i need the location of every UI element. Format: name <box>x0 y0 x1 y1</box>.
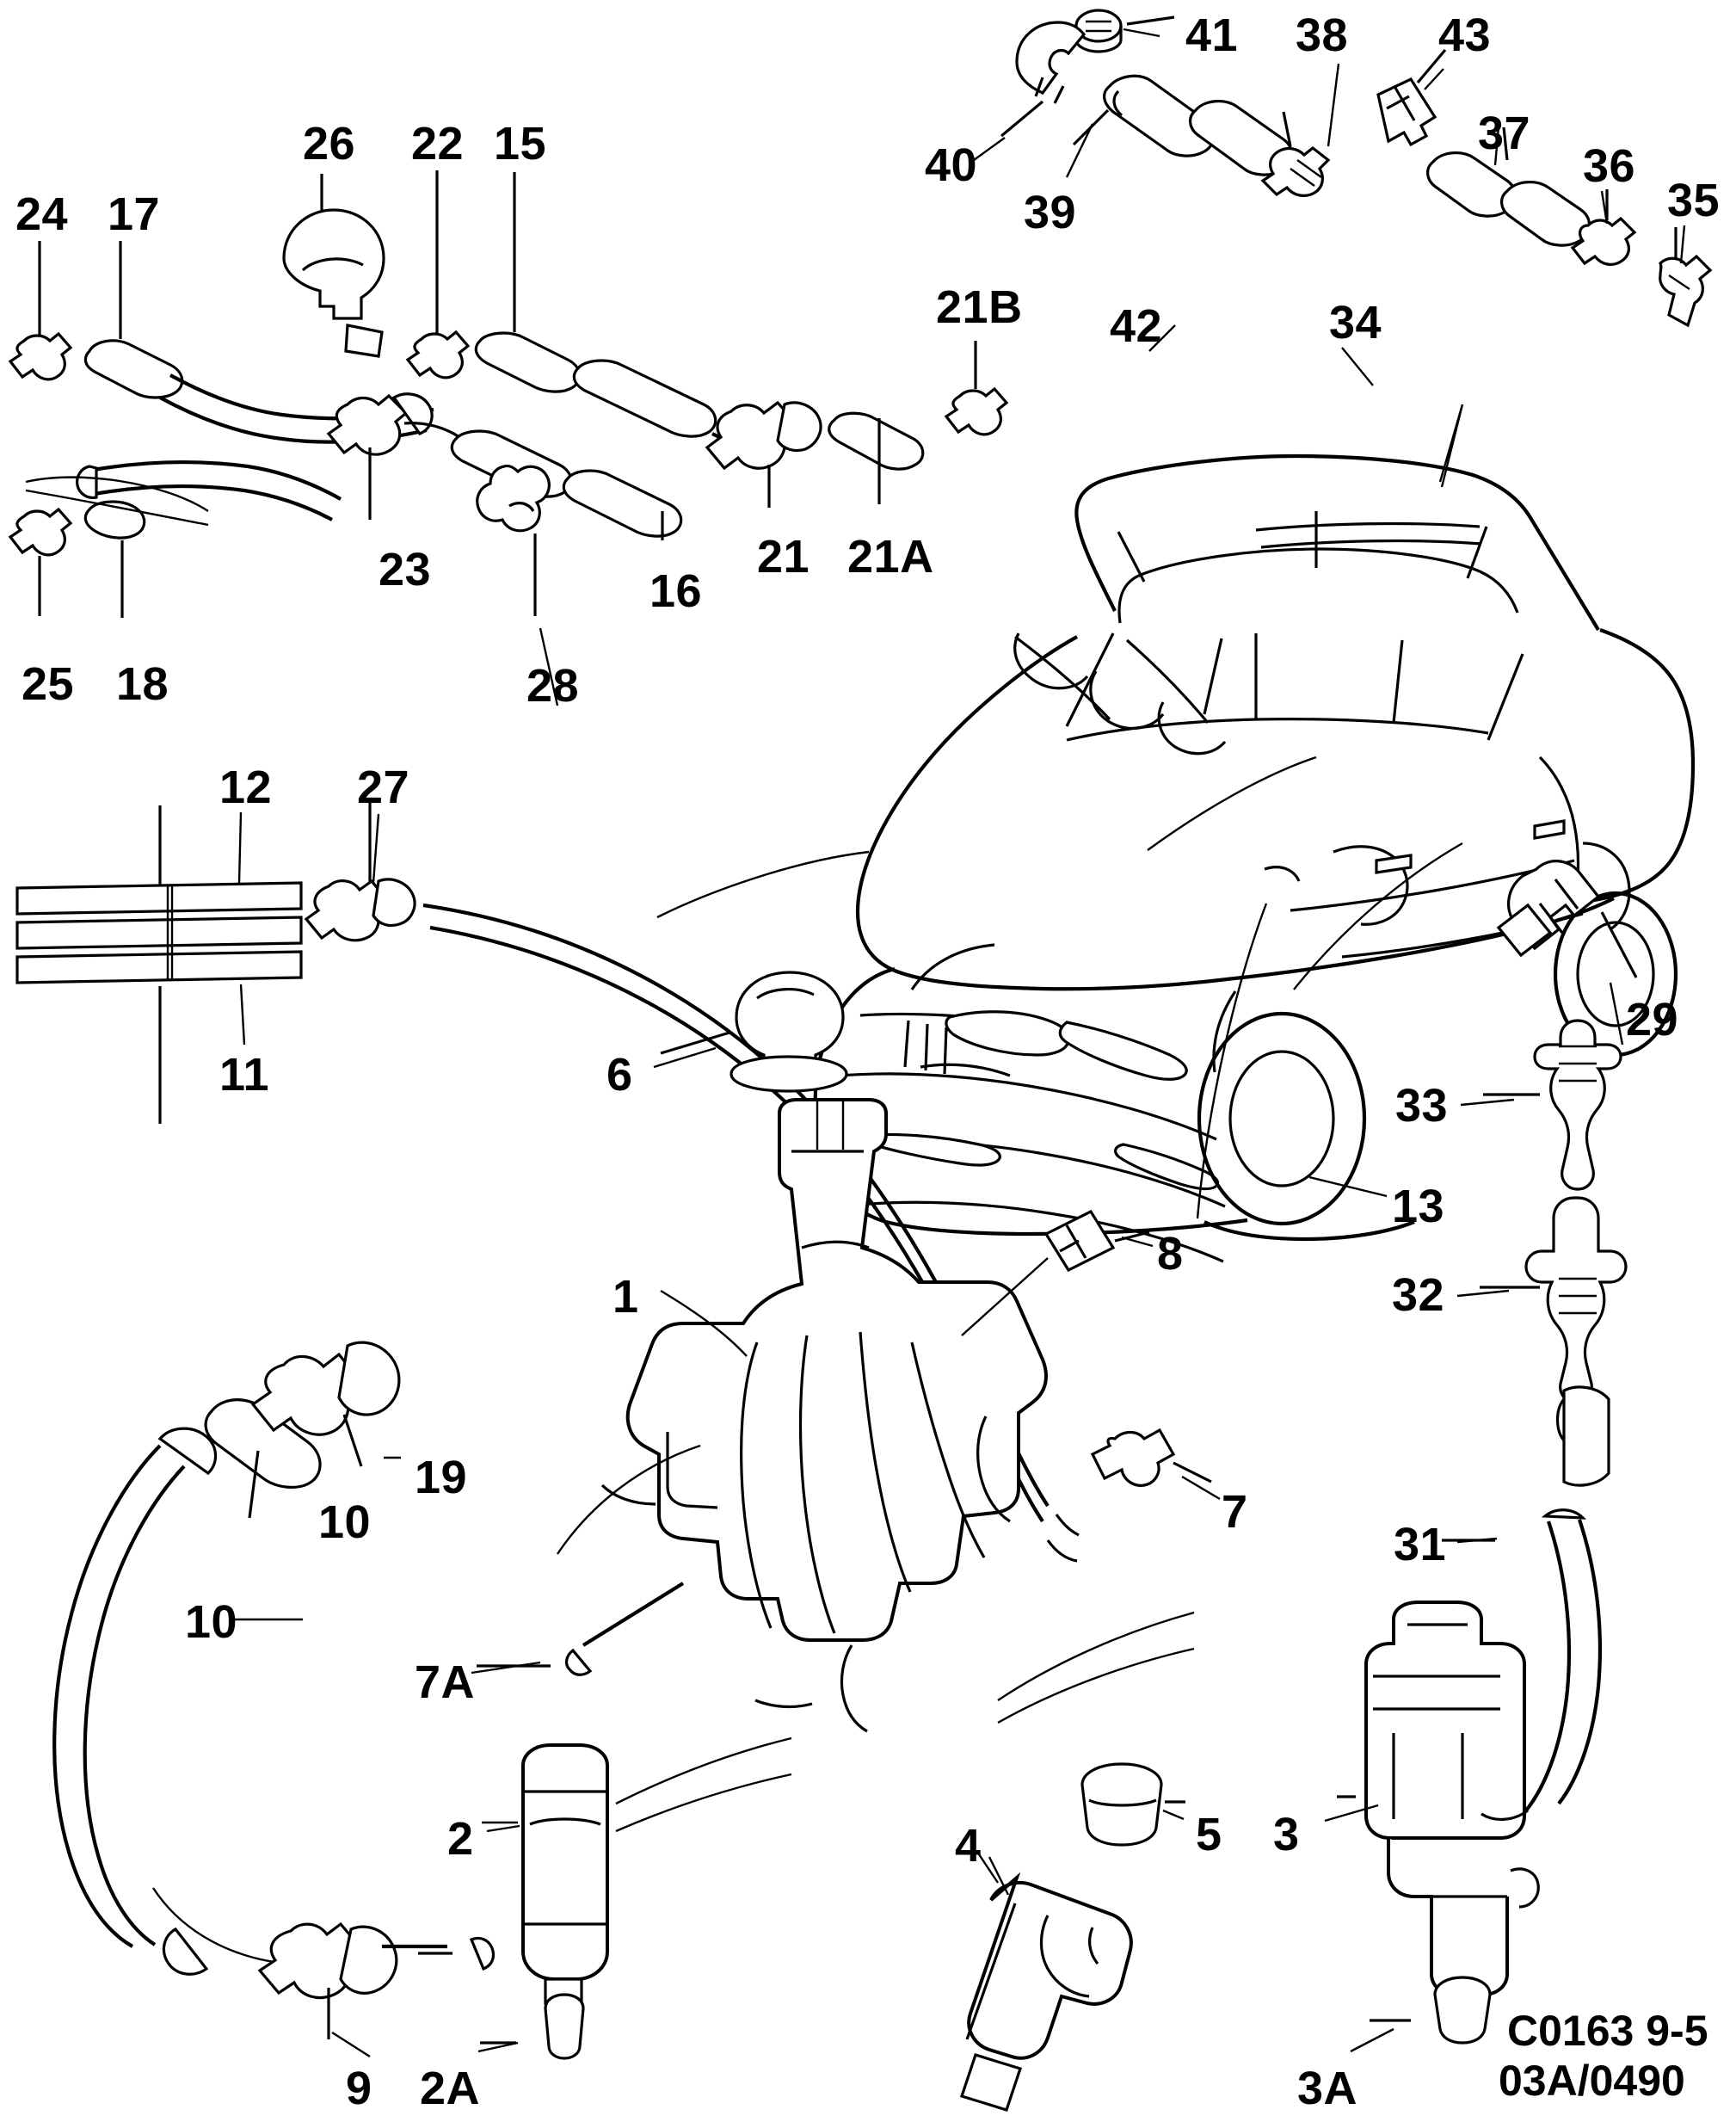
callout-8: 8 <box>1157 1228 1184 1280</box>
grommet-5 <box>1082 1764 1185 1845</box>
callout-12: 12 <box>219 762 273 813</box>
callout-2A: 2A <box>420 2063 481 2114</box>
callout-13: 13 <box>1392 1181 1445 1232</box>
callout-39: 39 <box>1024 187 1077 238</box>
callout-21A: 21A <box>847 531 934 583</box>
callout-19: 19 <box>415 1452 468 1503</box>
callout-9: 9 <box>346 2063 372 2114</box>
callout-5: 5 <box>1196 1809 1222 1860</box>
callout-35: 35 <box>1667 175 1721 226</box>
callout-33: 33 <box>1395 1080 1449 1132</box>
callout-17: 17 <box>108 188 161 240</box>
washer-fluid-reservoir <box>477 972 1211 1731</box>
callout-7: 7 <box>1222 1486 1248 1538</box>
hose-assembly-10 <box>54 1342 401 1974</box>
figure-code-line-1: C0163 9-5 <box>1507 2007 1708 2055</box>
callout-34: 34 <box>1329 297 1382 348</box>
callout-31: 31 <box>1394 1519 1447 1570</box>
callout-10-lower: 10 <box>185 1596 238 1648</box>
callout-40: 40 <box>925 139 978 191</box>
washer-pump-front <box>418 1745 607 2058</box>
callout-16: 16 <box>649 565 703 617</box>
callout-2: 2 <box>447 1813 474 1865</box>
headlamp-washer-nozzle-4 <box>962 1852 1131 2110</box>
callout-10-upper: 10 <box>318 1496 372 1548</box>
callout-42: 42 <box>1110 300 1163 352</box>
callout-27: 27 <box>357 762 410 813</box>
callout-37: 37 <box>1478 108 1531 159</box>
callout-3A: 3A <box>1297 2063 1358 2114</box>
callout-22: 22 <box>411 118 465 170</box>
callout-11: 11 <box>219 1049 270 1101</box>
callout-28: 28 <box>526 660 580 712</box>
callout-1: 1 <box>613 1271 639 1323</box>
callout-4: 4 <box>955 1820 982 1872</box>
callout-15: 15 <box>494 118 547 170</box>
callout-36: 36 <box>1583 140 1636 192</box>
callout-18: 18 <box>116 658 169 710</box>
callout-21: 21 <box>757 531 810 583</box>
callout-23: 23 <box>379 544 432 595</box>
callout-21B: 21B <box>936 281 1023 333</box>
callout-38: 38 <box>1296 9 1349 61</box>
figure-code-line-2: 03A/0490 <box>1499 2057 1685 2105</box>
callout-26: 26 <box>303 118 356 170</box>
callout-6: 6 <box>606 1049 633 1101</box>
washer-pump-rear-3 <box>1337 1602 1538 2043</box>
callout-24: 24 <box>15 188 69 240</box>
callout-29: 29 <box>1626 994 1679 1045</box>
callout-41: 41 <box>1185 9 1239 61</box>
vehicle-illustration <box>616 404 1693 1831</box>
callout-32: 32 <box>1392 1269 1445 1321</box>
callout-25: 25 <box>22 658 75 710</box>
callout-3: 3 <box>1273 1809 1300 1860</box>
callout-43: 43 <box>1438 9 1492 61</box>
callout-7A: 7A <box>415 1656 476 1708</box>
